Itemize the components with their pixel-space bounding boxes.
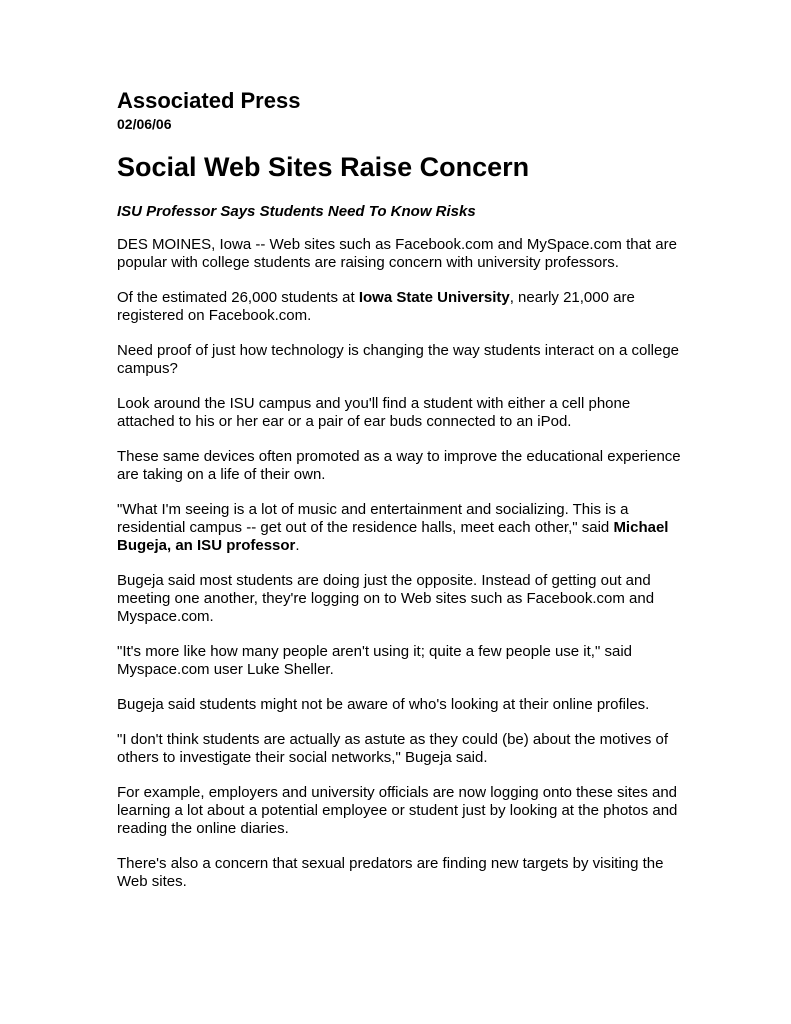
article-paragraph-3: Need proof of just how technology is changing the way students interact on a college campus?	[117, 342, 680, 377]
news-source: Associated Press	[117, 88, 301, 113]
article-subheadline: ISU Professor Says Students Need To Know Risks	[117, 203, 476, 220]
article-paragraph-11: For example, employers and university officials are now logging onto these sites and learning a lot about a potential employee or student just by looking at the photos and reading the online diaries.	[117, 784, 678, 837]
article-paragraph-9: Bugeja said students might not be aware of who's looking at their online profiles.	[117, 696, 650, 713]
article-paragraph-6	[117, 501, 687, 555]
article-paragraph-8: "It's more like how many people aren't using it; quite a few people use it," said Myspace.com user Luke Sheller.	[117, 643, 632, 678]
article-paragraph-7: Bugeja said most students are doing just the opposite. Instead of getting out and meeting one another, they're logging on to Web sites such as Facebook.com and Myspace.com.	[117, 572, 655, 625]
article-paragraph-2	[117, 289, 687, 325]
article-page	[117, 88, 687, 891]
article-paragraph-1: DES MOINES, Iowa -- Web sites such as Facebook.com and MySpace.com that are popular with college students are raising concern with university professors.	[117, 236, 677, 271]
article-paragraph-4: Look around the ISU campus and you'll find a student with either a cell phone attached to his or her ear or a pair of ear buds connected to an iPod.	[117, 395, 631, 430]
university-name: Iowa State University	[358, 289, 510, 306]
professor-name: Michael Bugeja, an ISU professor	[117, 519, 669, 554]
article-paragraph-10: "I don't think students are actually as astute as they could (be) about the motives of others to investigate their social networks," Bugeja said.	[117, 731, 669, 766]
paragraph-text: Of the estimated 26,000 students at	[117, 289, 359, 306]
paragraph-text: .	[295, 537, 300, 554]
article-paragraph-5: These same devices often promoted as a way to improve the educational experience are taking on a life of their own.	[117, 448, 681, 483]
article-headline: Social Web Sites Raise Concern	[117, 152, 530, 182]
paragraph-text: , nearly 21,000 are registered on Facebook.com.	[117, 289, 635, 324]
article-date: 02/06/06	[117, 116, 172, 132]
paragraph-text: "What I'm seeing is a lot of music and entertainment and socializing. This is a residential campus -- get out of the residence halls, meet each other," said	[117, 501, 629, 536]
article-paragraph-12: There's also a concern that sexual predators are finding new targets by visiting the Web sites.	[117, 855, 664, 890]
